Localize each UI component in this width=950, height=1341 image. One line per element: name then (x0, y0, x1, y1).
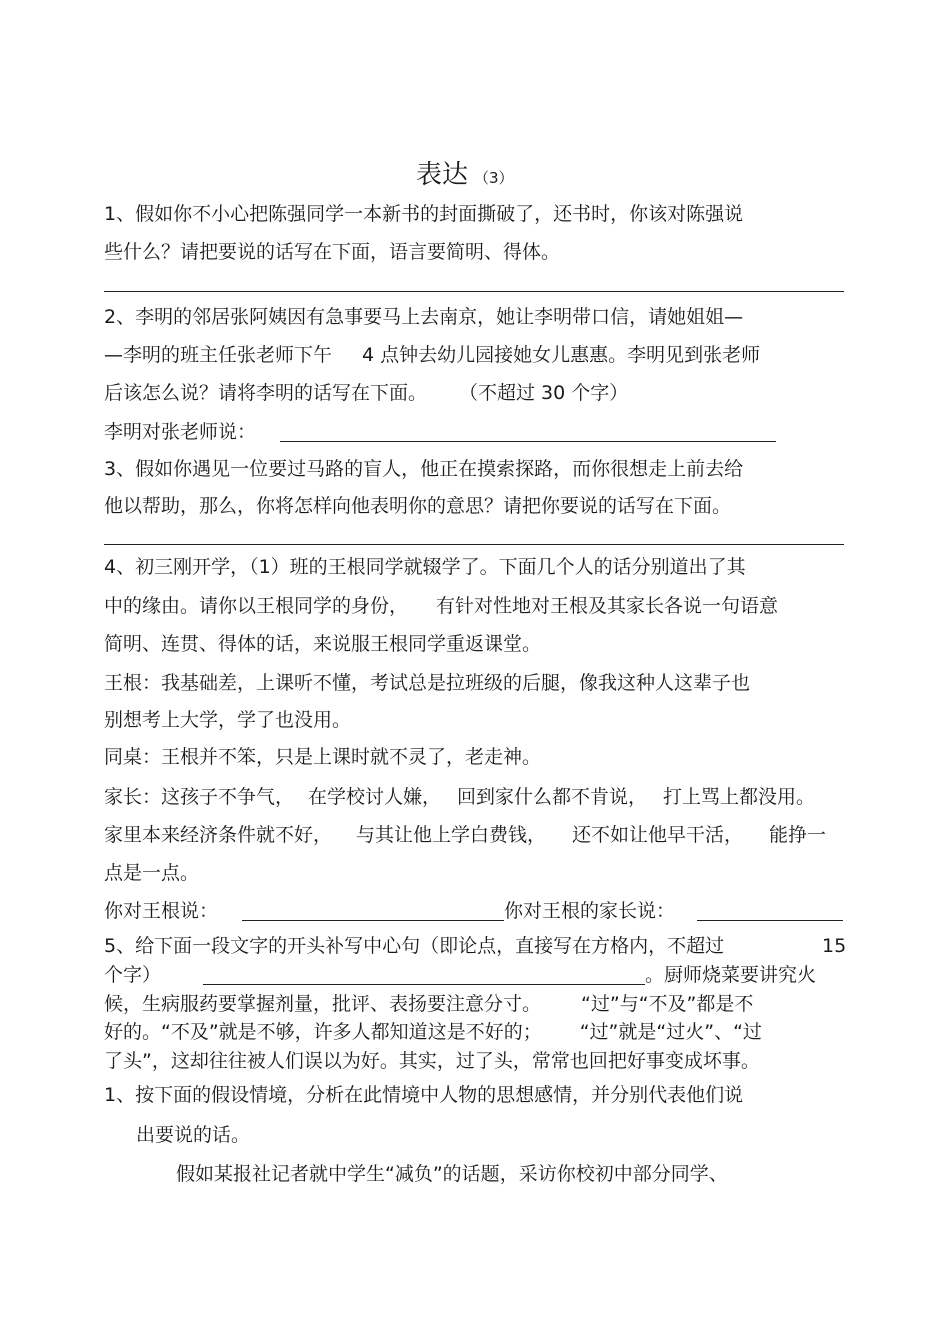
q4-jiazhang-2c: 还不如让他早干活， (572, 824, 744, 846)
q4-jiazhang-1a: 家长：这孩子不争气， (104, 786, 295, 808)
q5-line-2 (104, 963, 816, 987)
q5-line-3a: 候，生病服药要掌握剂量，批评、表扬要注意分寸。 (104, 993, 542, 1015)
q2-line-2b: 4 点钟去幼儿园接她女儿惠惠。李明见到张老师 (362, 344, 761, 366)
q4-wanggen-line-1: 王根：我基础差，上课听不懂，考试总是拉班级的后腿，像我这种人这辈子也 (104, 672, 751, 694)
q6-line-1: 1、按下面的假设情境，分析在此情境中人物的思想感情，并分别代表他们说 (104, 1084, 744, 1106)
q4-answer-wanggen-label: 你对王根说： (104, 900, 219, 922)
q2-answer-row (104, 420, 776, 444)
q4-answer-row (104, 899, 843, 923)
q5-answer-blank[interactable] (203, 964, 645, 985)
q1-answer-line (104, 291, 844, 292)
q2-answer-label: 李明对张老师说： (104, 421, 257, 443)
q2-answer-blank[interactable] (280, 421, 776, 442)
q6-line-2: 出要说的话。 (136, 1124, 251, 1146)
q2-line-2 (104, 343, 760, 367)
q4-jiazhang-2a: 家里本来经济条件就不好， (104, 824, 333, 846)
q4-jiazhang-2b: 与其让他上学白费钱， (356, 824, 547, 846)
q5-line-1a: 5、给下面一段文字的开头补写中心句（即论点，直接写在方格内，不超过 (104, 935, 725, 957)
q4-jiazhang-line-3: 点是一点。 (104, 862, 200, 884)
q5-line-3b: “过”与“不及”都是不 (581, 993, 754, 1015)
title-sub: （3） (474, 169, 514, 187)
q5-line-2b: 。厨师烧菜要讲究火 (645, 964, 817, 986)
q5-line-4 (104, 1020, 762, 1044)
q2-line-1: 2、李明的邻居张阿姨因有急事要马上去南京，她让李明带口信，请她姐姐— (104, 306, 744, 328)
q4-tongzhuo-line: 同桌：王根并不笨，只是上课时就不灵了，老走神。 (104, 746, 542, 768)
q4-line-2 (104, 594, 778, 618)
q3-line-1: 3、假如你遇见一位要过马路的盲人，他正在摸索探路，而你很想走上前去给 (104, 458, 744, 480)
q5-line-4b: “过”就是“过火”、“过 (579, 1021, 762, 1043)
q5-line-1 (104, 934, 724, 958)
q5-line-1b: 15 (822, 935, 847, 957)
q4-line-2a: 中的缘由。请你以王根同学的身份， (104, 595, 409, 617)
q4-answer-parent-label: 你对王根的家长说： (504, 900, 676, 922)
q4-jiazhang-1c: 回到家什么都不肯说， (457, 786, 648, 808)
q4-line-3: 简明、连贯、得体的话，来说服王根同学重返课堂。 (104, 633, 542, 655)
q4-jiazhang-2d: 能挣一 (769, 824, 827, 846)
q3-line-2: 他以帮助，那么，你将怎样向他表明你的意思？请把你要说的话写在下面。 (104, 495, 732, 517)
q4-answer-wanggen-blank[interactable] (242, 900, 504, 921)
q2-line-3a: 后该怎么说？请将李明的话写在下面。 (104, 382, 428, 404)
q5-line-5: 了头”，这却往往被人们误以为好。其实，过了头，常常也回把好事变成坏事。 (104, 1050, 760, 1072)
q2-line-3 (104, 381, 628, 405)
q4-line-1: 4、初三刚开学，（1）班的王根同学就辍学了。下面几个人的话分别道出了其 (104, 556, 746, 578)
q4-wanggen-line-2: 别想考上大学，学了也没用。 (104, 709, 352, 731)
q4-line-2b: 有针对性地对王根及其家长各说一句语意 (436, 595, 779, 617)
q4-jiazhang-1d: 打上骂上都没用。 (663, 786, 816, 808)
q1-line-2: 些什么？请把要说的话写在下面，语言要简明、得体。 (104, 241, 561, 263)
q1-line-1: 1、假如你不小心把陈强同学一本新书的封面撕破了，还书时，你该对陈强说 (104, 203, 744, 225)
q4-answer-parent-blank[interactable] (697, 900, 843, 921)
q4-jiazhang-1b: 在学校讨人嫌， (308, 786, 442, 808)
q2-line-2a: —李明的班主任张老师下午 (104, 344, 333, 366)
q2-line-3b: （不超过 30 个字） (459, 382, 629, 404)
q4-jiazhang-line-1 (104, 785, 815, 809)
q5-line-2a: 个字） (104, 964, 162, 986)
q5-line-3 (104, 992, 753, 1016)
q5-line-4a: 好的。“不及”就是不够，许多人都知道这是不好的； (104, 1021, 542, 1043)
page-title (416, 154, 514, 191)
q4-jiazhang-line-2 (104, 823, 826, 847)
title-main: 表达 (416, 160, 469, 190)
q6-line-3: 假如某报社记者就中学生“减负”的话题，采访你校初中部分同学、 (176, 1163, 728, 1185)
q3-answer-line (104, 544, 844, 545)
